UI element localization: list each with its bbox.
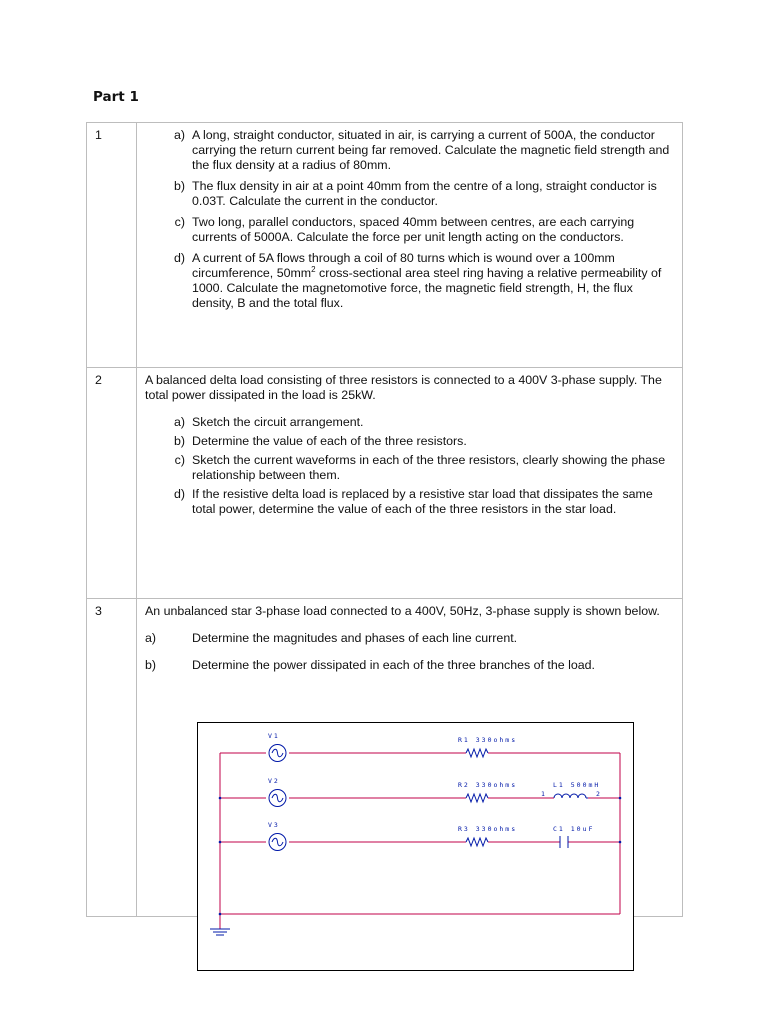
l1-pin2-label: 2 [596,790,602,798]
junction-dots [219,797,622,916]
r1-label: R1 330ohms [458,736,518,744]
question-number: 1 [87,123,137,368]
question-row-2 [87,368,683,599]
question-number: 2 [87,368,137,599]
sub-question: c) Two long, parallel conductors, spaced 40mm between centres, are each carrying currents of 5000A. Calculate the force per unit length acting on the conductors. [174,215,635,244]
r2-label: R2 330ohms [458,781,518,789]
question-body [137,123,683,368]
sub-question: b) Determine the value of each of the three resistors. [173,434,467,448]
v2-label: V2 [268,777,280,785]
sub-question: a) Sketch the circuit arrangement. [173,415,364,429]
question-row-1 [87,123,683,368]
capacitor-c1-icon [560,836,568,848]
sub-question: d) If the resistive delta load is replaced by a resistive star load that dissipates the same total power, determine the value of each of the three resistors in the star load. [173,487,653,516]
sub-question: a) A long, straight conductor, situated in air, is carrying a current of 500A, the conductor carrying the return current being far removed. Calculate the magnetic field strength and the flux density at a radius of 80mm. [173,128,670,172]
c1-label: C1 10uF [553,825,595,833]
question-body [137,368,683,599]
sub-question: d) A current of 5A flows through a coil of 80 turns which is wound over a 100mm circumference, $50mm^2$ cross-sectional area steel ring having a relative permeability of 1000. Calculate the magnetomotive force, the magnetic field strength, H, the flux density, B and the total flux. [173,251,662,310]
v1-label: V1 [268,732,280,740]
voltage-source-v3-icon [269,834,286,851]
voltage-source-v2-icon [269,790,286,807]
voltage-source-v1-icon [269,745,286,762]
sub-question: b) Determine the power dissipated in each of the three branches of the load. [145,658,595,672]
sub-question: c) Sketch the current waveforms in each of the three resistors, clearly showing the phase relationship between them. [174,453,666,482]
page-title: Part 1 [93,89,139,105]
question-number: 3 [87,599,137,917]
l1-label: L1 500mH [553,781,601,789]
circuit-diagram [197,722,634,971]
question-intro: An unbalanced star 3-phase load connected to a 400V, 50Hz, 3-phase supply is shown below. [145,604,660,618]
sub-question: b) The flux density in air at a point 40mm from the centre of a long, straight conductor is 0.03T. Calculate the current in the conductor. [173,179,657,208]
sub-question: a) Determine the magnitudes and phases of each line current. [145,631,518,645]
resistor-r2-icon [466,794,488,802]
r3-label: R3 330ohms [458,825,518,833]
ground-icon [210,929,230,935]
resistor-r1-icon [466,749,488,757]
question-intro: A balanced delta load consisting of three resistors is connected to a 400V 3-phase supply. The total power dissipated in the load is 25kW. [145,373,662,402]
v3-label: V3 [268,821,280,829]
circuit-schematic [198,723,632,969]
l1-pin1-label: 1 [541,790,547,798]
resistor-r3-icon [466,838,488,846]
inductor-l1-icon [554,794,588,798]
